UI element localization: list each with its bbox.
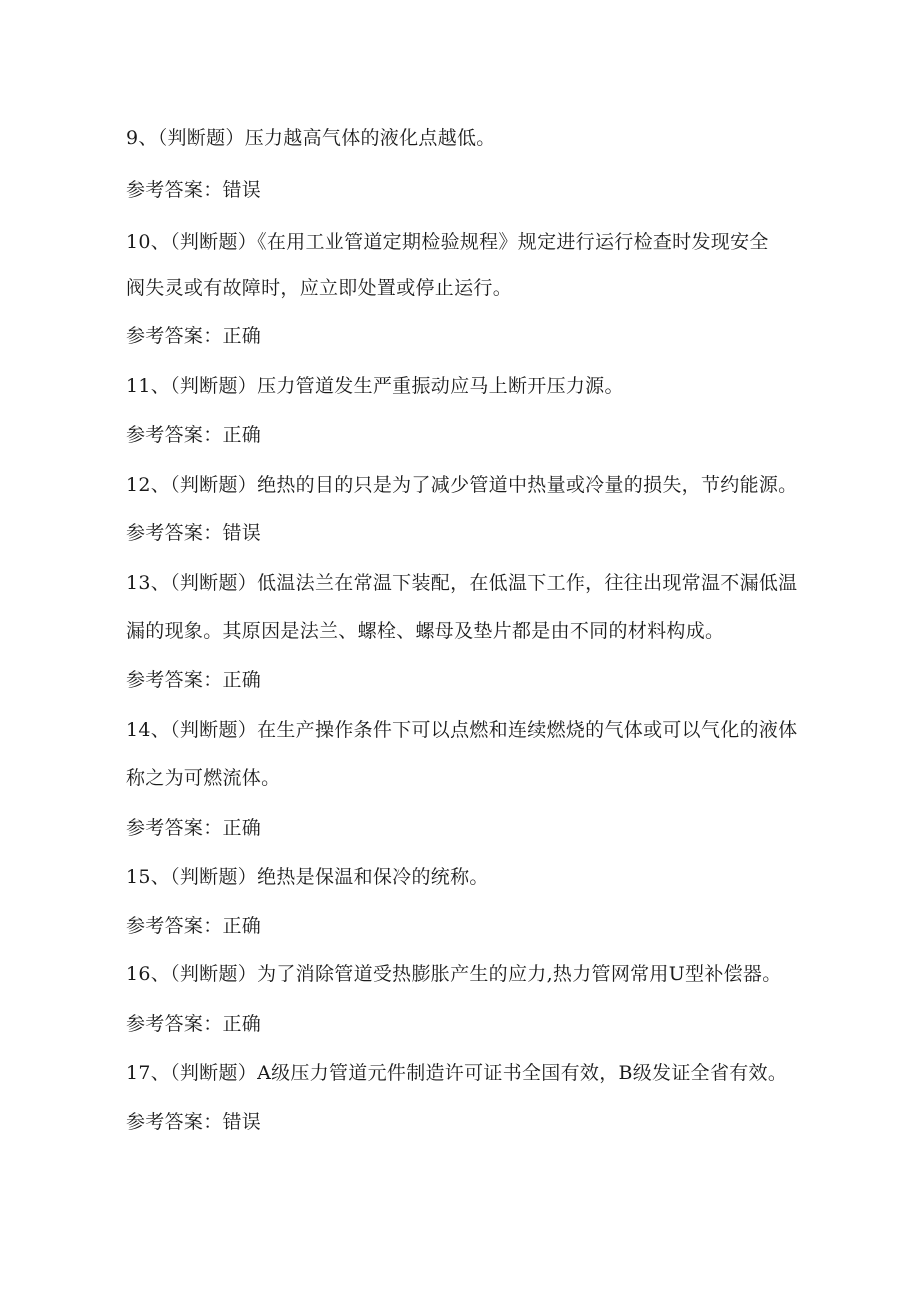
question-13-text: 13、（判断题）低温法兰在常温下装配，在低温下工作，往往出现常温不漏低温 xyxy=(126,572,798,594)
question-16-text: 16、（判断题）为了消除管道受热膨胀产生的应力,热力管网常用U型补偿器。 xyxy=(126,963,782,985)
question-14-text: 14、（判断题）在生产操作条件下可以点燃和连续燃烧的气体或可以气化的液体 xyxy=(126,719,798,741)
question-11-answer: 参考答案：正确 xyxy=(126,424,262,446)
question-14-text-continued: 称之为可燃流体。 xyxy=(126,767,281,789)
question-10-answer: 参考答案：正确 xyxy=(126,325,262,347)
question-13-text-continued: 漏的现象。其原因是法兰、螺栓、螺母及垫片都是由不同的材料构成。 xyxy=(126,620,725,642)
question-15-text: 15、（判断题）绝热是保温和保冷的统称。 xyxy=(126,866,489,888)
question-9-answer: 参考答案：错误 xyxy=(126,179,262,201)
question-16-answer: 参考答案：正确 xyxy=(126,1013,262,1035)
question-11-text: 11、（判断题）压力管道发生严重振动应马上断开压力源。 xyxy=(126,375,624,397)
question-17-text: 17、（判断题）A级压力管道元件制造许可证书全国有效，B级发证全省有效。 xyxy=(126,1062,788,1084)
question-9-text: 9、（判断题）压力越高气体的液化点越低。 xyxy=(126,127,496,149)
question-10-text-continued: 阀失灵或有故障时，应立即处置或停止运行。 xyxy=(126,277,513,299)
question-15-answer: 参考答案：正确 xyxy=(126,915,262,937)
question-14-answer: 参考答案：正确 xyxy=(126,817,262,839)
question-10-text: 10、（判断题）《在用工业管道定期检验规程》规定进行运行检查时发现安全 xyxy=(126,231,769,253)
question-12-answer: 参考答案：错误 xyxy=(126,522,262,544)
question-13-answer: 参考答案：正确 xyxy=(126,669,262,691)
question-12-text: 12、（判断题）绝热的目的只是为了减少管道中热量或冷量的损失，节约能源。 xyxy=(126,474,798,496)
question-17-answer: 参考答案：错误 xyxy=(126,1111,262,1133)
